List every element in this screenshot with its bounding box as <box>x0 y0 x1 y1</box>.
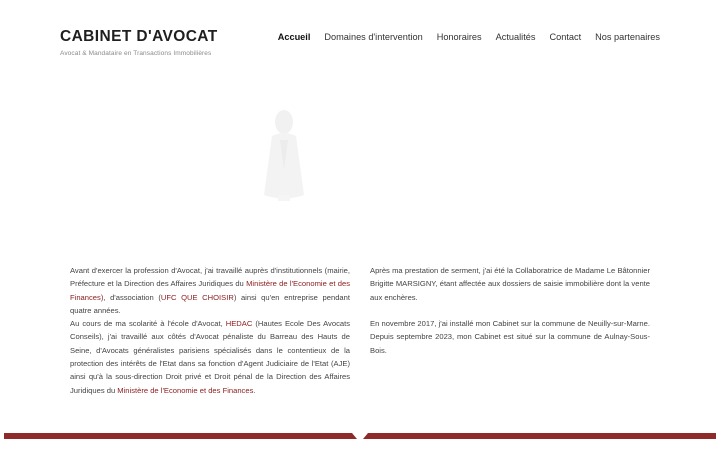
intro-left-column <box>70 264 350 397</box>
footer-band <box>0 433 720 441</box>
hero-image <box>250 100 320 220</box>
nav-item-honoraires[interactable]: Honoraires <box>436 32 482 42</box>
link-hedac[interactable]: HEDAC <box>225 319 253 329</box>
lawyer-silhouette-icon <box>250 100 320 220</box>
nav-item-actualites[interactable]: Actualités <box>495 32 536 42</box>
intro-right-column <box>370 264 650 357</box>
link-ministere-economie[interactable]: Ministère de l'Economie et des Finances) <box>70 279 350 302</box>
career-paragraph-1: Après ma prestation de serment, j'ai été la Collaboratrice de Madame Le Bâtonnier Brigitte MARSIGNY, étant affectée aux dossiers de saisie immobilière dont la vente aux enchères. <box>370 266 650 302</box>
site-header <box>0 0 720 70</box>
nav-item-contact[interactable]: Contact <box>549 32 582 42</box>
intro-paragraph-1: Avant d'exercer la profession d'Avocat, j'ai travaillé auprès d'institutionnels (mairie, Préfecture et la Direction des Affaires Juridiques du Ministère de l'Economie et des Finances), d'association (UFC QUE CHOISIR) ainsi qu'en entreprise pendant quatre années. <box>70 266 350 315</box>
link-ministere-economie-2[interactable]: Ministère de l'Economie et des Finances <box>117 385 254 395</box>
link-ufc-que-choisir[interactable]: UFC QUE CHOISIR <box>160 292 234 302</box>
main-nav <box>278 32 660 42</box>
nav-item-partenaires[interactable]: Nos partenaires <box>595 32 660 42</box>
nav-item-domaines[interactable]: Domaines d'intervention <box>324 32 423 42</box>
intro-paragraph-2: Au cours de ma scolarité à l'école d'Avocat, HEDAC (Hautes Ecole Des Avocats Conseils), j'ai travaillé aux côtés d'Avocat pénaliste du Barreau des Hauts de Seine, d'Avocats généralistes parisiens spécialisés dans le contentieux de la protection des intérêts de l'Etat dans sa fonction d'Agent Judiciaire de l'Etat (AJE) ainsi qu'à la sous-direction Droit privé et Droit pénal de la Direction des Affaires Juridiques du Ministère de l'Economie et des Finances. <box>70 319 351 395</box>
nav-item-accueil[interactable]: Accueil <box>277 32 311 42</box>
footer-divider <box>0 433 720 441</box>
site-title[interactable]: CABINET D'AVOCAT <box>60 28 218 45</box>
career-paragraph-2: En novembre 2017, j'ai installé mon Cabinet sur la commune de Neuilly-sur-Marne. Depuis septembre 2023, mon Cabinet est situé sur la commune de Aulnay-Sous-Bois. <box>370 319 650 355</box>
brand[interactable] <box>60 28 218 57</box>
site-subtitle: Avocat & Mandataire en Transactions Immobilières <box>60 50 212 57</box>
